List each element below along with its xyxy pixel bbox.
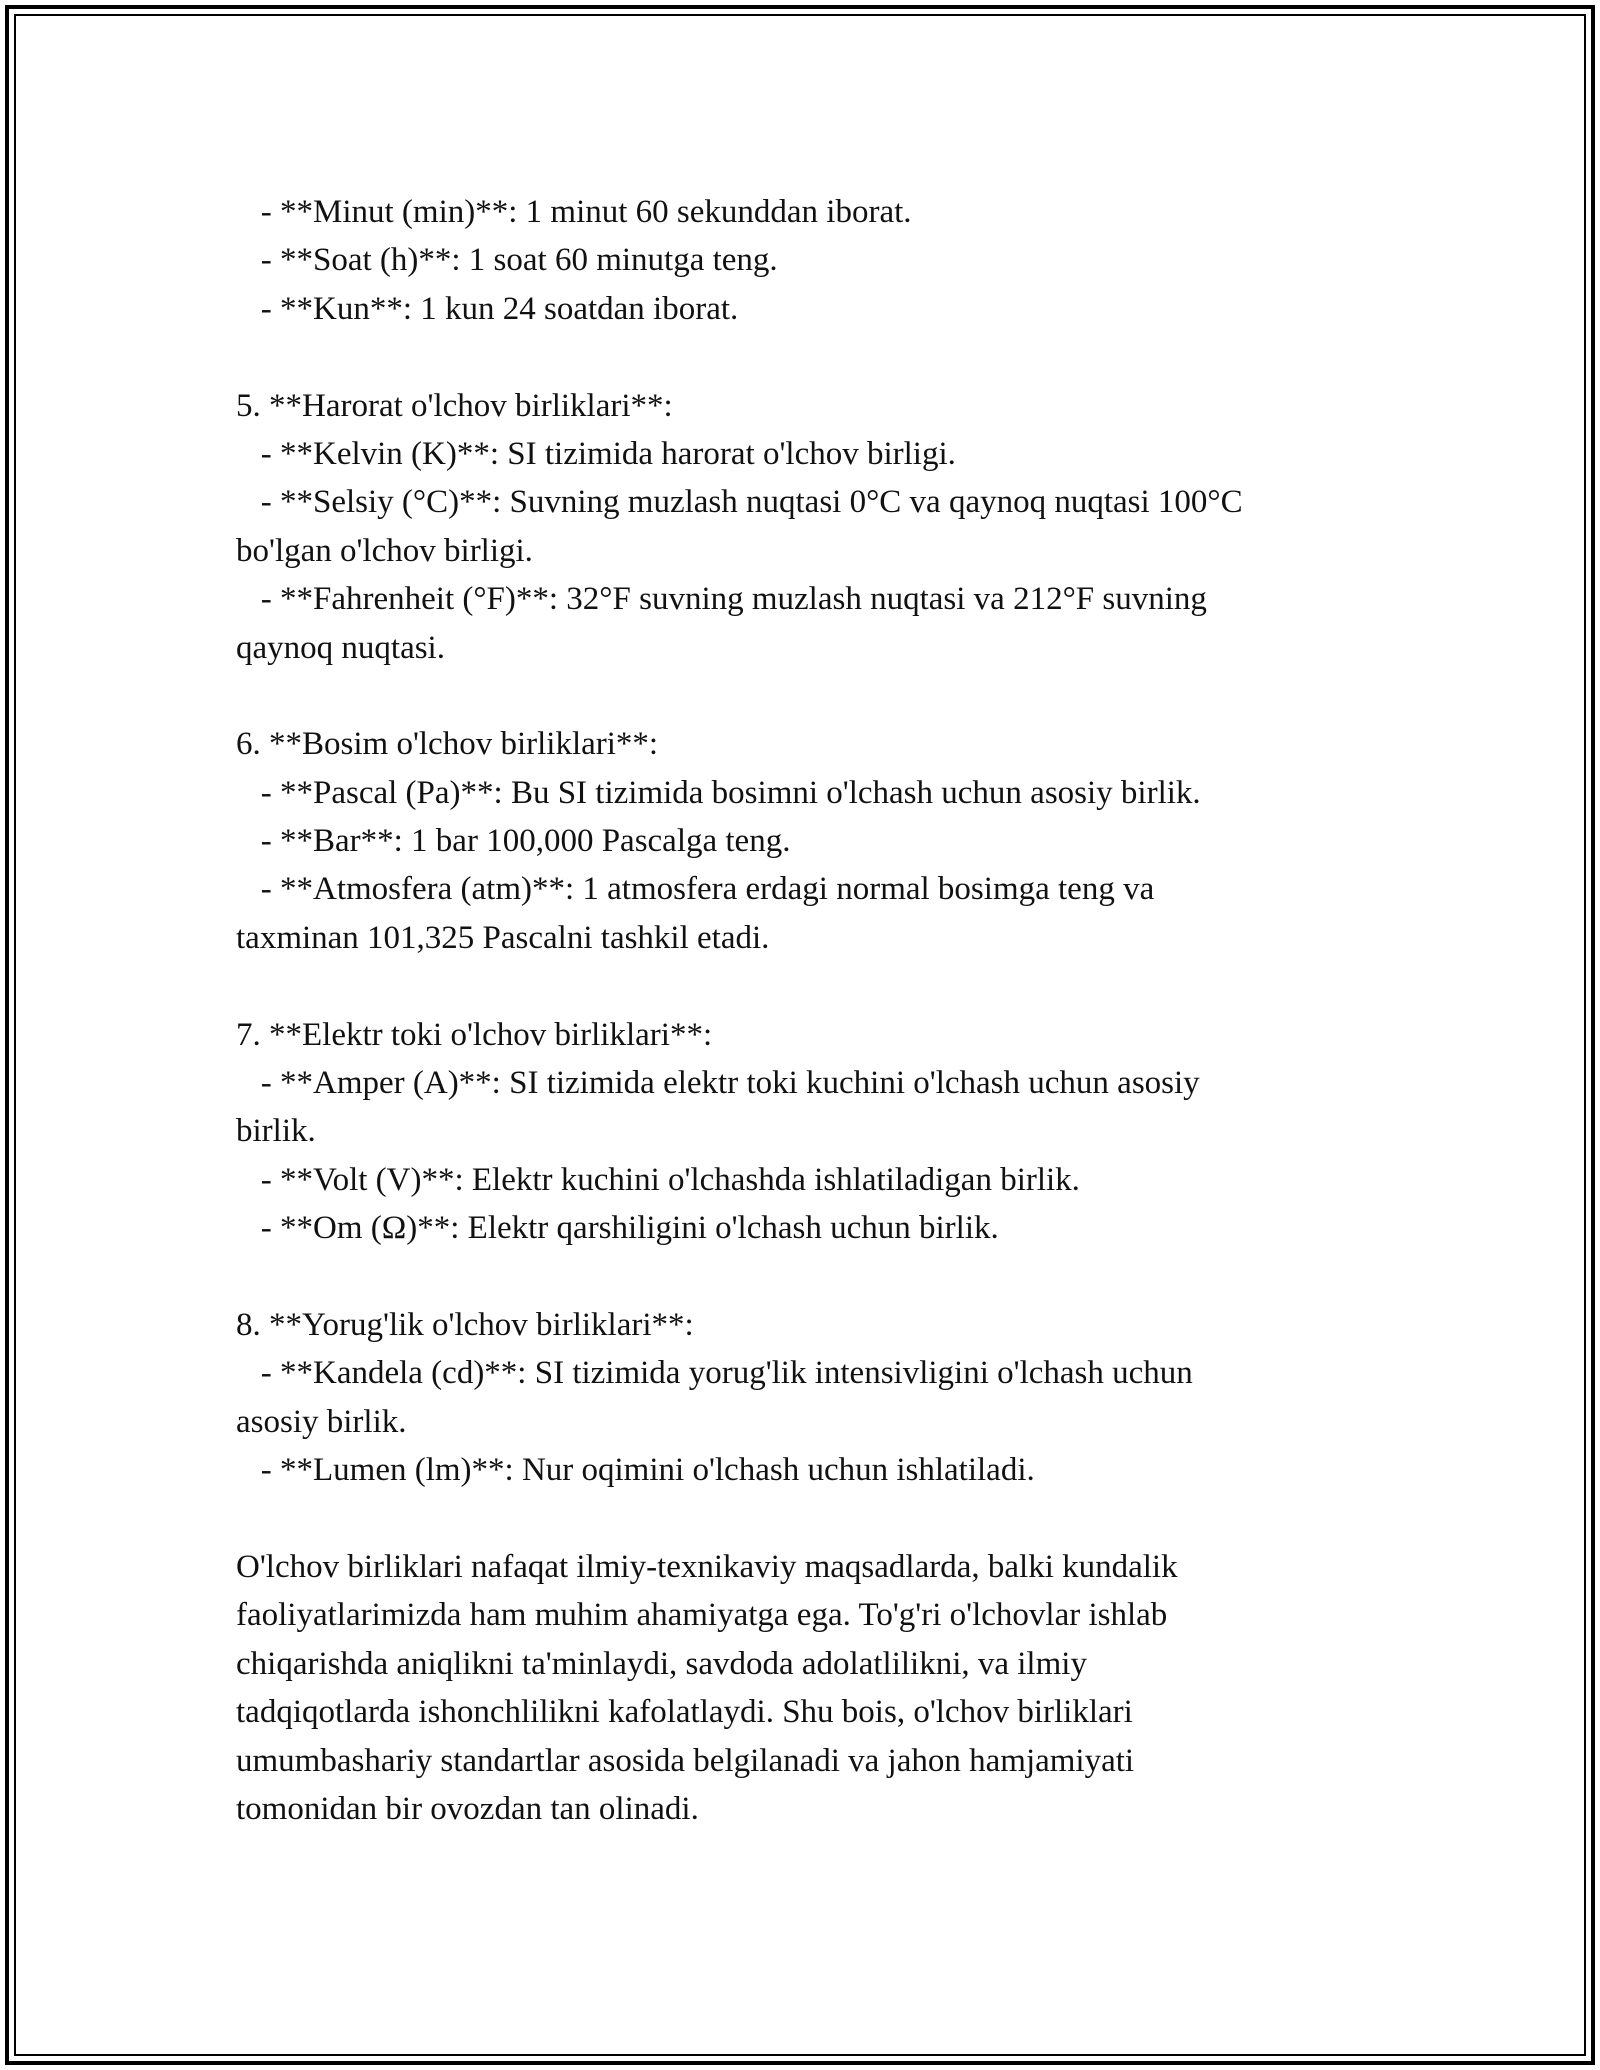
blank-line <box>236 672 1376 720</box>
text-line: - **Atmosfera (atm)**: 1 atmosfera erdagi normal bosimga teng va <box>236 871 1155 908</box>
text-line: - **Soat (h)**: 1 soat 60 minutga teng. <box>236 242 778 279</box>
paragraph-line: chiqarishda aniqlikni ta'minlaydi, savdoda adolatlilikni, va ilmiy <box>236 1645 1087 1682</box>
blank-line <box>236 1495 1376 1543</box>
paragraph-line: tomonidan bir ovozdan tan olinadi. <box>236 1790 699 1827</box>
text-line: - **Volt (V)**: Elektr kuchini o'lchashda ishlatiladigan birlik. <box>236 1161 1080 1198</box>
paragraph-line: umumbashariy standartlar asosida belgilanadi va jahon hamjamiyati <box>236 1742 1135 1779</box>
text-line: - **Kandela (cd)**: SI tizimida yorug'lik intensivligini o'lchash uchun <box>236 1355 1193 1392</box>
text-line: - **Kun**: 1 kun 24 soatdan iborat. <box>236 290 739 327</box>
text-line: - **Kelvin (K)**: SI tizimida harorat o'lchov birligi. <box>236 435 956 472</box>
text-line: qaynoq nuqtasi. <box>236 629 445 666</box>
blank-line <box>236 962 1376 1010</box>
text-line: - **Om (Ω)**: Elektr qarshiligini o'lchash uchun birlik. <box>236 1210 999 1247</box>
paragraph-line: faoliyatlarimizda ham muhim ahamiyatga ega. To'g'ri o'lchovlar ishlab <box>236 1597 1168 1634</box>
text-line: - **Minut (min)**: 1 minut 60 sekunddan iborat. <box>236 194 912 230</box>
paragraph-line: tadqiqotlarda ishonchlilikni kafolatlaydi. Shu bois, o'lchov birliklari <box>236 1694 1133 1731</box>
paragraph-line: O'lchov birliklari nafaqat ilmiy-texnikaviy maqsadlarda, balki kundalik <box>236 1548 1178 1585</box>
text-line: birlik. <box>236 1113 316 1150</box>
text-line: - **Pascal (Pa)**: Bu SI tizimida bosimni o'lchash uchun asosiy birlik. <box>236 774 1201 811</box>
section-heading: 7. **Elektr toki o'lchov birliklari**: <box>236 1016 713 1053</box>
section-heading: 8. **Yorug'lik o'lchov birliklari**: <box>236 1306 694 1343</box>
text-line: - **Lumen (lm)**: Nur oqimini o'lchash uchun ishlatiladi. <box>236 1452 1035 1489</box>
text-line: - **Fahrenheit (°F)**: 32°F suvning muzlash nuqtasi va 212°F suvning <box>236 581 1207 618</box>
text-line: asosiy birlik. <box>236 1403 407 1440</box>
section-heading: 5. **Harorat o'lchov birliklari**: <box>236 387 673 424</box>
text-line: taxminan 101,325 Pascalni tashkil etadi. <box>236 919 770 956</box>
text-line: bo'lgan o'lchov birligi. <box>236 532 533 569</box>
text-line: - **Bar**: 1 bar 100,000 Pascalga teng. <box>236 823 791 860</box>
section-heading: 6. **Bosim o'lchov birliklari**: <box>236 726 659 763</box>
text-line: - **Amper (A)**: SI tizimida elektr toki kuchini o'lchash uchun asosiy <box>236 1065 1200 1102</box>
document-body <box>236 188 1376 1833</box>
text-line: - **Selsiy (°C)**: Suvning muzlash nuqtasi 0°C va qaynoq nuqtasi 100°C <box>236 484 1243 521</box>
blank-line <box>236 1253 1376 1301</box>
blank-line <box>236 333 1376 381</box>
